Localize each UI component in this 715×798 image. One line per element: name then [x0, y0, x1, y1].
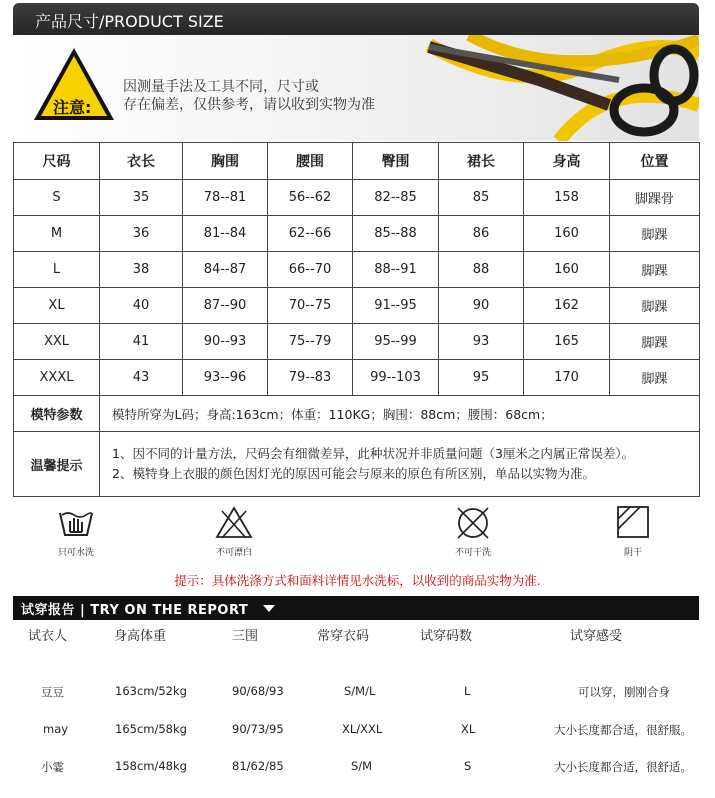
tips-label: 温馨提示 [14, 432, 100, 497]
table-cell: 88 [439, 252, 524, 288]
care-item-shade-dry [603, 505, 663, 558]
table-cell: 93--96 [183, 360, 268, 396]
table-cell: 41 [100, 324, 183, 360]
try-cell: L [464, 684, 471, 698]
col-position: 位置 [610, 143, 700, 180]
table-cell: 88--91 [353, 252, 439, 288]
table-cell: 84--87 [183, 252, 268, 288]
table-cell: 160 [524, 216, 610, 252]
table-cell: 160 [524, 252, 610, 288]
table-cell: 脚踝 [610, 360, 700, 396]
model-params-text: 模特所穿为L码；身高:163cm；体重：110KG；胸围：88cm；腰围：68cm； [100, 396, 700, 432]
section-header [13, 3, 699, 35]
try-cell: 163cm/52kg [115, 684, 187, 698]
col-length: 衣长 [100, 143, 183, 180]
col-hip: 臀围 [353, 143, 439, 180]
table-row [14, 252, 700, 288]
try-on-title: 试穿报告 | TRY ON THE REPORT [21, 603, 249, 618]
table-cell: 78--81 [183, 180, 268, 216]
table-cell: 81--84 [183, 216, 268, 252]
table-cell: 75--79 [268, 324, 353, 360]
try-cell: 165cm/58kg [115, 722, 187, 736]
no-bleach-icon [214, 505, 254, 541]
table-row [14, 288, 700, 324]
table-cell: 38 [100, 252, 183, 288]
try-cell: S/M [351, 759, 373, 773]
try-cell: 81/62/85 [232, 759, 284, 773]
size-table-header [14, 143, 700, 180]
table-cell: L [14, 252, 100, 288]
table-cell: 90 [439, 288, 524, 324]
try-cell: 大小长度都合适，很舒适。 [554, 760, 692, 774]
table-cell: 66--70 [268, 252, 353, 288]
table-cell: 43 [100, 360, 183, 396]
table-cell: 162 [524, 288, 610, 324]
table-cell: 36 [100, 216, 183, 252]
table-cell: 87--90 [183, 288, 268, 324]
shade-dry-icon [613, 505, 653, 541]
tip-2: 2、模特身上衣服的颜色因灯光的原因可能会与原来的原色有所区别，单品以实物为准。 [112, 466, 595, 481]
try-cell: 90/68/93 [232, 684, 284, 698]
care-item-hand-wash [46, 505, 106, 558]
try-col-height-weight: 身高体重 [114, 629, 167, 644]
col-height: 身高 [524, 143, 610, 180]
table-cell: 脚踝 [610, 324, 700, 360]
notice-text [123, 78, 375, 114]
table-cell: 93 [439, 324, 524, 360]
try-cell: 小霎 [41, 760, 64, 774]
table-cell: M [14, 216, 100, 252]
try-cell: S [464, 759, 472, 773]
table-cell: 95--99 [353, 324, 439, 360]
table-cell: 165 [524, 324, 610, 360]
table-row [14, 216, 700, 252]
try-cell: 90/73/95 [232, 722, 284, 736]
try-cell: XL [461, 722, 476, 736]
table-cell: 99--103 [353, 360, 439, 396]
col-size: 尺码 [14, 143, 100, 180]
table-cell: 82--85 [353, 180, 439, 216]
no-dry-clean-icon [453, 505, 493, 541]
size-table [13, 142, 700, 497]
care-label: 阴干 [623, 548, 642, 558]
try-cell: 豆豆 [41, 685, 64, 699]
table-cell: XXXL [14, 360, 100, 396]
scissors-tape-image [409, 35, 699, 141]
table-cell: 脚踝 [610, 288, 700, 324]
table-cell: 91--95 [353, 288, 439, 324]
warning-badge-text: 注意: [53, 98, 92, 117]
table-row [14, 180, 700, 216]
try-cell: 158cm/48kg [115, 759, 187, 773]
table-row [14, 360, 700, 396]
table-cell: XXL [14, 324, 100, 360]
col-waist: 腰围 [268, 143, 353, 180]
care-label: 只可水洗 [57, 548, 94, 558]
model-params-label: 模特参数 [14, 396, 100, 432]
try-cell: may [43, 722, 69, 736]
notice-banner [13, 35, 699, 141]
care-item-no-bleach [204, 505, 264, 558]
table-cell: 40 [100, 288, 183, 324]
tips-content [100, 432, 700, 497]
try-col-tester: 试衣人 [28, 629, 68, 644]
try-cell: 大小长度都合适，很舒服。 [554, 723, 692, 737]
col-skirt-length: 裙长 [439, 143, 524, 180]
table-cell: 35 [100, 180, 183, 216]
try-cell: 可以穿，刚刚合身 [578, 685, 670, 699]
care-note: 提示：具体洗涤方式和面料详情见水洗标，以收到的商品实物为准. [174, 573, 541, 588]
table-cell: 86 [439, 216, 524, 252]
triangle-down-icon [263, 605, 275, 612]
table-cell: 90--93 [183, 324, 268, 360]
model-params-row [14, 396, 700, 432]
table-cell: 脚踝 [610, 252, 700, 288]
try-col-usual-size: 常穿衣码 [317, 629, 370, 644]
table-row [14, 324, 700, 360]
table-cell: 170 [524, 360, 610, 396]
tips-row [14, 432, 700, 497]
table-cell: 85--88 [353, 216, 439, 252]
tip-1: 1、因不同的计量方法，尺码会有细微差异，此种状况并非质量问题（3厘米之内属正常误差）。 [112, 446, 635, 461]
table-cell: 脚踝 [610, 216, 700, 252]
try-on-header [13, 596, 699, 620]
notice-line-1: 因测量手法及工具不同，尺寸或 [123, 79, 319, 95]
try-col-feeling: 试穿感受 [570, 629, 623, 644]
section-title: 产品尺寸/PRODUCT SIZE [35, 12, 224, 31]
table-cell: 95 [439, 360, 524, 396]
try-cell: XL/XXL [342, 722, 383, 736]
table-cell: 62--66 [268, 216, 353, 252]
try-col-measurements: 三围 [232, 629, 259, 644]
table-cell: 79--83 [268, 360, 353, 396]
table-cell: 56--62 [268, 180, 353, 216]
hand-wash-icon [56, 505, 96, 541]
table-cell: 脚踝骨 [610, 180, 700, 216]
care-item-no-dry-clean [443, 505, 503, 558]
care-label: 不可干洗 [454, 548, 491, 558]
try-cell: S/M/L [344, 684, 376, 698]
table-cell: 158 [524, 180, 610, 216]
table-cell: XL [14, 288, 100, 324]
try-col-tried-size: 试穿码数 [420, 629, 473, 644]
table-cell: S [14, 180, 100, 216]
table-cell: 70--75 [268, 288, 353, 324]
col-bust: 胸围 [183, 143, 268, 180]
table-cell: 85 [439, 180, 524, 216]
notice-line-2: 存在偏差，仅供参考，请以收到实物为准 [123, 97, 375, 113]
care-label: 不可漂白 [215, 548, 252, 558]
